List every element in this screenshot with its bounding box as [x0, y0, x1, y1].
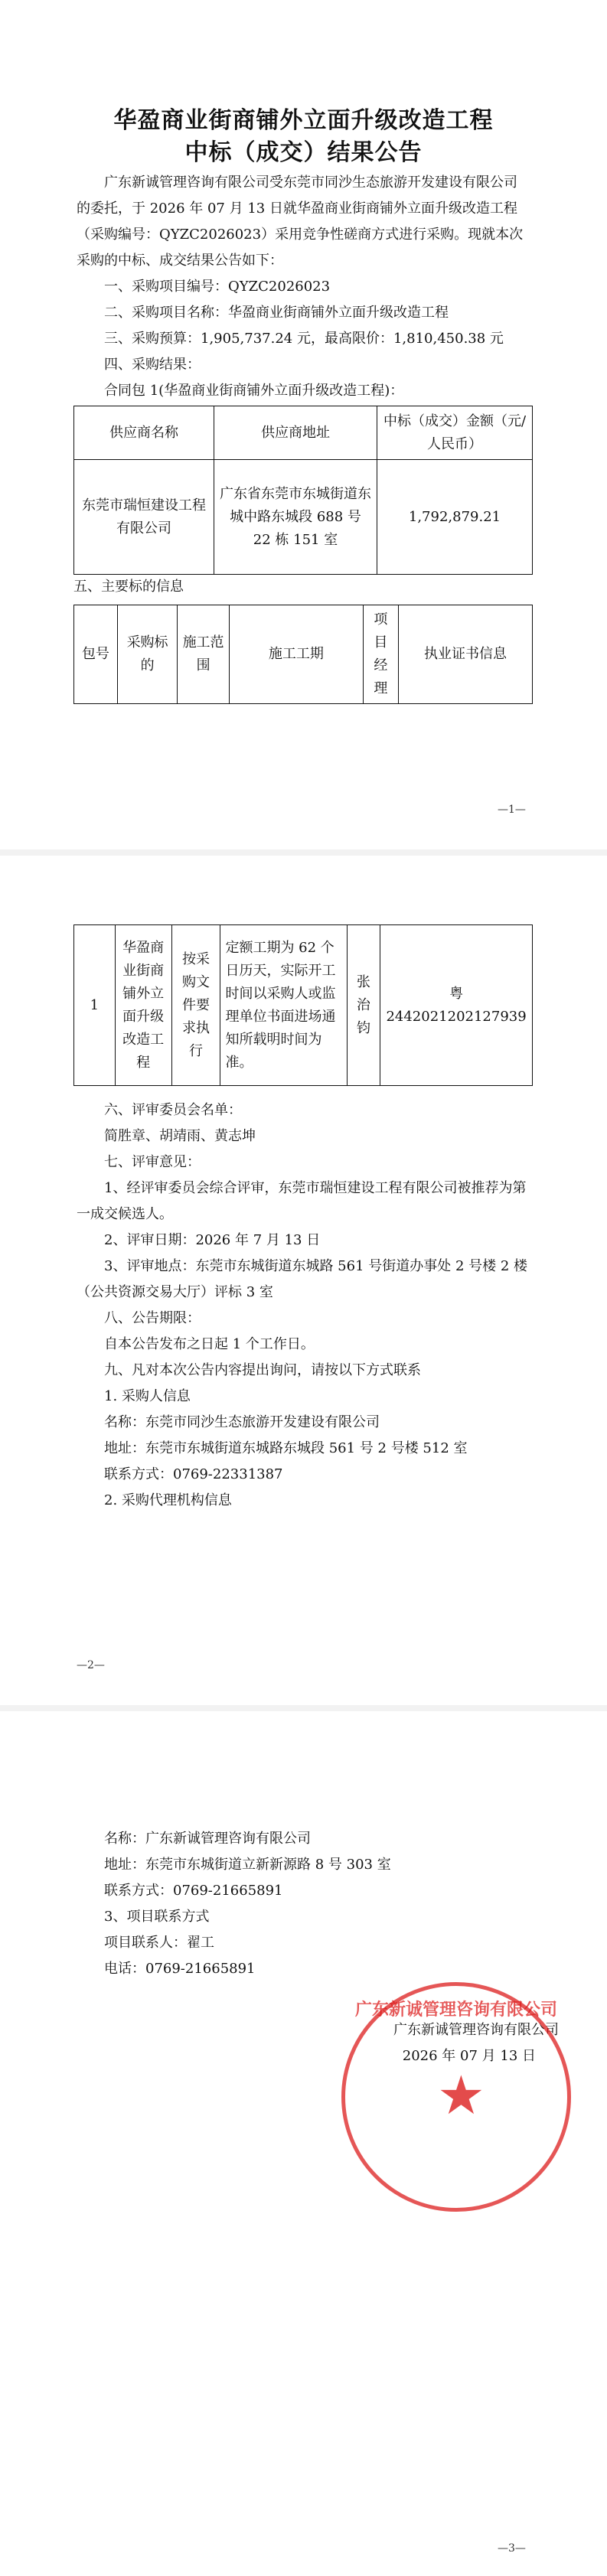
opinion-2: 2、评审日期：2026 年 7 月 13 日 — [104, 1232, 321, 1248]
header-certificate: 执业证书信息 — [399, 605, 533, 704]
project-contact-phone: 电话：0769-21665891 — [104, 1961, 256, 1977]
page-separator — [0, 849, 607, 856]
project-contact-person: 项目联系人：翟工 — [104, 1935, 214, 1951]
purchaser-name: 名称：东莞市同沙生态旅游开发建设有限公司 — [104, 1414, 380, 1430]
page-number-3: —3— — [498, 2542, 526, 2555]
cell-subject: 华盈商业街商铺外立面升级改造工程 — [115, 925, 171, 1086]
page-1 — [0, 0, 607, 849]
sign-date: 2026 年 07 月 13 日 — [402, 2048, 536, 2064]
cell-scope: 按采购文件要求执行 — [171, 925, 220, 1086]
item-budget: 三、采购预算：1,905,737.24 元，最高限价：1,810,450.38 元 — [104, 331, 504, 347]
cell-amount: 1,792,879.21 — [377, 460, 533, 575]
cell-supplier-address: 广东省东莞市东城街道东城中路东城段 688 号 22 栋 151 室 — [214, 460, 377, 575]
header-subject: 采购标的 — [117, 605, 177, 704]
doc-title-line1: 华盈商业街商铺外立面升级改造工程 — [113, 107, 494, 134]
opinion-1: 1、经评审委员会综合评审，东莞市瑞恒建设工程有限公司被推荐为第一成交候选人。 — [77, 1180, 527, 1222]
item-opinion-heading: 七、评审意见： — [104, 1154, 201, 1170]
subject-table-header-row — [74, 605, 533, 704]
lot-label: 合同包 1(华盈商业街商铺外立面升级改造工程)： — [104, 383, 404, 399]
header-duration: 施工工期 — [229, 605, 363, 704]
table-row — [74, 925, 533, 1086]
period-text: 自本公告发布之日起 1 个工作日。 — [104, 1336, 315, 1352]
cell-certificate: 粤 2442021202127939 — [380, 925, 533, 1086]
purchaser-heading: 1. 采购人信息 — [104, 1388, 191, 1404]
cell-duration: 定额工期为 62 个日历天，实际开工时间以采购人或监理单位书面进场通知所载明时间为准。 — [220, 925, 347, 1086]
doc-title-line2: 中标（成交）结果公告 — [184, 139, 423, 166]
intro-paragraph: 广东新诚管理咨询有限公司受东莞市同沙生态旅游开发建设有限公司的委托，于 2026 年 07 月 13 日就华盈商业街商铺外立面升级改造工程（采购编号：QYZC2026023）采用竞争性磋商方式进行采购。现就本次采购的中标、成交结果公告如下： — [77, 174, 524, 269]
cell-manager: 张治钧 — [347, 925, 380, 1086]
result-table-header-row — [74, 406, 533, 460]
header-amount: 中标（成交）金额（元/人民币） — [377, 406, 533, 460]
cell-supplier-name: 东莞市瑞恒建设工程有限公司 — [74, 460, 214, 575]
item-period-heading: 八、公告期限： — [104, 1310, 201, 1326]
item-project-name: 二、采购项目名称：华盈商业街商铺外立面升级改造工程 — [104, 305, 449, 321]
result-table — [73, 406, 533, 575]
header-lot-no: 包号 — [74, 605, 118, 704]
page-separator — [0, 1705, 607, 1711]
item-subject-heading: 五、主要标的信息 — [73, 579, 184, 595]
page-number-2: —2— — [77, 1659, 105, 1671]
subject-table-body — [73, 924, 533, 1086]
official-seal-stamp — [341, 1982, 571, 2212]
item-project-number: 一、采购项目编号：QYZC2026023 — [104, 279, 331, 295]
agency-name: 名称：广东新诚管理咨询有限公司 — [104, 1831, 311, 1847]
page-2 — [0, 856, 607, 1705]
purchaser-phone: 联系方式：0769-22331387 — [104, 1466, 283, 1482]
header-scope: 施工范围 — [178, 605, 230, 704]
item-result-heading: 四、采购结果： — [104, 357, 201, 373]
cell-lot-no: 1 — [74, 925, 116, 1086]
signer-name: 广东新诚管理咨询有限公司 — [393, 2022, 559, 2038]
seal-star-icon: ★ — [437, 2064, 485, 2127]
agency-address: 地址：东莞市东城街道立新新源路 8 号 303 室 — [104, 1857, 391, 1873]
item-committee-heading: 六、评审委员会名单： — [104, 1102, 242, 1118]
project-contact-heading: 3、项目联系方式 — [104, 1909, 210, 1925]
purchaser-address: 地址：东莞市东城街道东城路东城段 561 号 2 号楼 512 室 — [104, 1440, 468, 1456]
committee-names: 简胜章、胡靖雨、黄志坤 — [104, 1128, 256, 1144]
page-number-1: —1— — [498, 804, 526, 816]
header-supplier-address: 供应商地址 — [214, 406, 377, 460]
agency-phone: 联系方式：0769-21665891 — [104, 1883, 283, 1899]
opinion-3: 3、评审地点：东莞市东城街道东城路 561 号街道办事处 2 号楼 2 楼（公共资源交易大厅）评标 3 室 — [77, 1258, 528, 1300]
header-manager: 项目经理 — [363, 605, 398, 704]
item-contact-heading: 九、凡对本次公告内容提出询问，请按以下方式联系 — [104, 1362, 421, 1378]
seal-text: 广东新诚管理咨询有限公司 — [354, 2000, 557, 2020]
subject-table-header — [73, 605, 533, 704]
header-supplier-name: 供应商名称 — [74, 406, 214, 460]
table-row — [74, 460, 533, 575]
agency-heading: 2. 采购代理机构信息 — [104, 1492, 232, 1508]
